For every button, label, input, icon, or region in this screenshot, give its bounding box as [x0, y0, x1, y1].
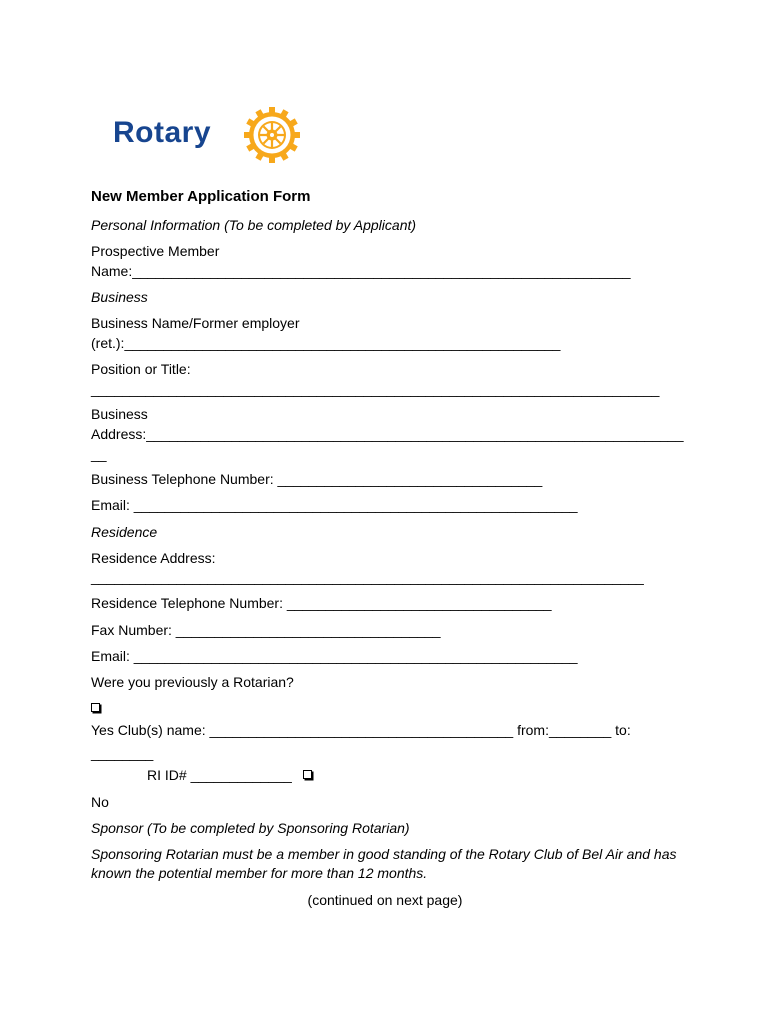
business-heading: Business	[91, 289, 148, 305]
fax-number-field[interactable]: Fax Number: __________________________________	[91, 622, 441, 638]
business-name-field[interactable]: (ret.):________________________________________________________	[91, 335, 561, 351]
sponsor-text-line1: Sponsoring Rotarian must be a member in good standing of the Rotary Club of Bel Air and has	[91, 846, 677, 862]
previous-clubs-field[interactable]: Yes Club(s) name: _______________________________________ from:________ to:	[91, 722, 631, 738]
yes-checkbox[interactable]	[91, 699, 100, 717]
business-telephone-field[interactable]: Business Telephone Number: __________________________________	[91, 471, 543, 487]
continued-note: (continued on next page)	[307, 892, 463, 908]
business-address-field-overflow: __	[91, 446, 107, 462]
ri-id-row	[147, 766, 312, 784]
residence-email-field[interactable]: Email: _________________________________________________________	[91, 648, 578, 664]
to-date-field[interactable]: ________	[91, 745, 154, 761]
sponsor-text-line2: known the potential member for more than 12 months.	[91, 865, 428, 881]
ri-id-field[interactable]: RI ID# _____________	[147, 767, 292, 783]
business-address-field[interactable]: Address:_____________________________________________________________________	[91, 426, 684, 442]
rotary-wheel-icon	[244, 107, 300, 163]
residence-address-label: Residence Address:	[91, 550, 216, 566]
residence-address-field[interactable]: _______________________________________________________________________	[91, 569, 644, 585]
residence-heading: Residence	[91, 524, 158, 540]
form-title: New Member Application Form	[91, 188, 311, 205]
business-name-label: Business Name/Former employer	[91, 315, 300, 331]
previous-rotarian-question: Were you previously a Rotarian?	[91, 674, 294, 690]
sponsor-heading: Sponsor (To be completed by Sponsoring Rotarian)	[91, 820, 410, 836]
residence-telephone-field[interactable]: Residence Telephone Number: __________________________________	[91, 595, 552, 611]
rotary-wordmark: Rotary	[113, 116, 212, 149]
position-title-field[interactable]: _________________________________________________________________________	[91, 381, 660, 397]
checkbox-icon	[91, 703, 100, 712]
business-address-label: Business	[91, 406, 148, 422]
position-title-label: Position or Title:	[91, 361, 191, 377]
rotary-logo	[113, 107, 323, 163]
personal-info-heading: Personal Information (To be completed by Applicant)	[91, 217, 417, 233]
no-label: No	[91, 794, 109, 810]
business-email-field[interactable]: Email: _________________________________________________________	[91, 497, 578, 513]
prospective-member-name-field[interactable]: Name:________________________________________________________________	[91, 263, 631, 279]
no-checkbox[interactable]	[303, 770, 312, 779]
prospective-member-label: Prospective Member	[91, 243, 220, 259]
